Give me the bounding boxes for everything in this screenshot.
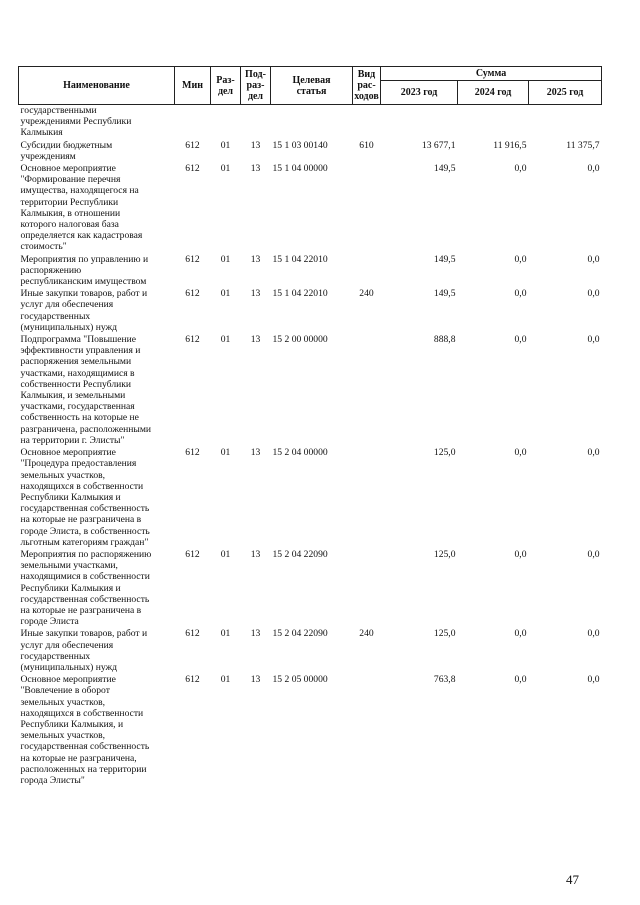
cell-name: Иные закупки товаров, работ и услуг для обеспечения государственных (муниципальных) нужд [20,288,148,333]
table-row [19,674,602,787]
cell-expense-type [353,334,381,447]
table-row [19,334,602,447]
cell-podrazdel: 13 [250,163,261,175]
page-number: 47 [566,872,579,887]
cell-min: 612 [185,674,200,686]
cell-podrazdel [241,105,271,140]
cell-expense-type [353,105,381,140]
cell-2023: 125,0 [433,447,456,459]
header-year-2024: 2024 год [458,81,529,105]
table-row [19,288,602,334]
cell-min: 612 [185,628,200,640]
header-year-2023: 2023 год [381,81,458,105]
cell-name: Подпрограмма "Повышение эффективности управления и распоряжения земельными участками, находящимися в собственности Республики Калмыкия, и земельными участками, государственная собственность на которые не разграничена, расположенными на территории г. Элисты" [20,334,152,446]
cell-2023: 125,0 [433,548,456,560]
cell-target-article: 15 1 04 22010 [272,288,328,300]
cell-expense-type: 610 [359,139,374,151]
header-summa: Сумма [381,67,602,81]
cell-2024: 0,0 [514,163,527,175]
cell-2025: 0,0 [587,674,600,686]
cell-2025 [529,105,602,140]
header-target-article: Целевая статья [271,67,353,105]
cell-2025: 11 375,7 [566,139,600,151]
cell-target-article: 15 2 05 00000 [272,674,328,686]
cell-min [175,105,211,140]
cell-2023: 125,0 [433,628,456,640]
cell-razdel: 01 [220,334,231,346]
cell-target-article: 15 2 04 00000 [272,447,328,459]
cell-name: Мероприятия по управлению и распоряжению республиканским имуществом [20,253,149,288]
cell-target-article [271,105,353,140]
cell-2025: 0,0 [587,447,600,459]
cell-expense-type [353,254,381,289]
cell-podrazdel: 13 [250,628,261,640]
cell-2025: 0,0 [587,253,600,265]
table-row [19,447,602,549]
cell-razdel: 01 [220,139,231,151]
cell-name: Субсидии бюджетным учреждениям [20,139,113,162]
cell-target-article: 15 1 03 00140 [272,139,328,151]
table-row [19,163,602,254]
cell-2024: 0,0 [514,334,527,346]
cell-2024: 0,0 [514,628,527,640]
header-expense-type: Вид рас- ходов [353,67,381,105]
cell-target-article: 15 1 04 22010 [272,253,328,265]
cell-min: 612 [185,447,200,459]
table-row [19,549,602,628]
cell-name: Основное мероприятие "Вовлечение в оборот земельных участков, находящихся в собственности Республики Калмыкия, и земельных участков, государственная собственность на которые не разграничена, расположенных на территории города Элисты" [20,674,150,786]
cell-2025: 0,0 [587,548,600,560]
cell-min: 612 [185,163,200,175]
cell-podrazdel: 13 [250,334,261,346]
header-min: Мин [175,67,211,105]
cell-expense-type [353,674,381,787]
cell-2023: 149,5 [433,253,456,265]
cell-2024: 0,0 [514,548,527,560]
header-name: Наименование [19,67,175,105]
cell-razdel: 01 [220,253,231,265]
cell-expense-type: 240 [359,628,374,640]
table-row [19,254,602,289]
cell-2024: 0,0 [514,447,527,459]
table-row [19,105,602,140]
cell-min: 612 [185,548,200,560]
cell-expense-type [353,447,381,549]
cell-expense-type [353,163,381,254]
cell-target-article: 15 2 04 22090 [272,548,328,560]
budget-table [18,66,602,787]
cell-target-article: 15 2 00 00000 [272,334,328,346]
cell-2024: 0,0 [514,253,527,265]
cell-razdel [211,105,241,140]
cell-expense-type: 240 [359,288,374,300]
table-row [19,140,602,163]
cell-2023 [381,105,458,140]
header-podrazdel: Под- раз- дел [241,67,271,105]
cell-razdel: 01 [220,548,231,560]
cell-min: 612 [185,139,200,151]
cell-podrazdel: 13 [250,447,261,459]
cell-2025: 0,0 [587,334,600,346]
cell-2024: 11 916,5 [493,139,527,151]
cell-name: Основное мероприятие "Формирование перечня имущества, находящегося на территории Республики Калмыкия, в отношении которого налоговая база определяется как кадастровая стоимость" [20,163,143,253]
cell-min: 612 [185,334,200,346]
cell-2023: 13 677,1 [421,139,456,151]
cell-2025: 0,0 [587,628,600,640]
cell-2023: 763,8 [433,674,456,686]
cell-podrazdel: 13 [250,253,261,265]
cell-2025: 0,0 [587,288,600,300]
cell-podrazdel: 13 [250,674,261,686]
cell-razdel: 01 [220,447,231,459]
cell-podrazdel: 13 [250,288,261,300]
cell-name: государственными учреждениями Республики Калмыкия [20,105,132,139]
cell-2024: 0,0 [514,674,527,686]
cell-expense-type [353,549,381,628]
cell-podrazdel: 13 [250,548,261,560]
cell-podrazdel: 13 [250,139,261,151]
cell-target-article: 15 1 04 00000 [272,163,328,175]
cell-target-article: 15 2 04 22090 [272,628,328,640]
cell-2024 [458,105,529,140]
cell-2023: 149,5 [433,163,456,175]
cell-name: Иные закупки товаров, работ и услуг для обеспечения государственных (муниципальных) нужд [20,628,148,673]
cell-2023: 888,8 [433,334,456,346]
header-razdel: Раз- дел [211,67,241,105]
table-row [19,628,602,674]
header-year-2025: 2025 год [529,81,602,105]
cell-razdel: 01 [220,628,231,640]
cell-name: Основное мероприятие "Процедура предоставления земельных участков, находящихся в собственности Республики Калмыкия и государственная собственность на которые не разграничена в городе Элиста, в собственность льготным категориям граждан" [20,447,150,548]
cell-min: 612 [185,253,200,265]
cell-2025: 0,0 [587,163,600,175]
cell-min: 612 [185,288,200,300]
cell-2023: 149,5 [433,288,456,300]
cell-name: Мероприятия по распоряжению земельными участками, находящимися в собственности Республики Калмыкия и государственная собственность на которые не разграничена в городе Элиста [20,548,152,628]
cell-razdel: 01 [220,163,231,175]
cell-razdel: 01 [220,288,231,300]
cell-razdel: 01 [220,674,231,686]
cell-2024: 0,0 [514,288,527,300]
